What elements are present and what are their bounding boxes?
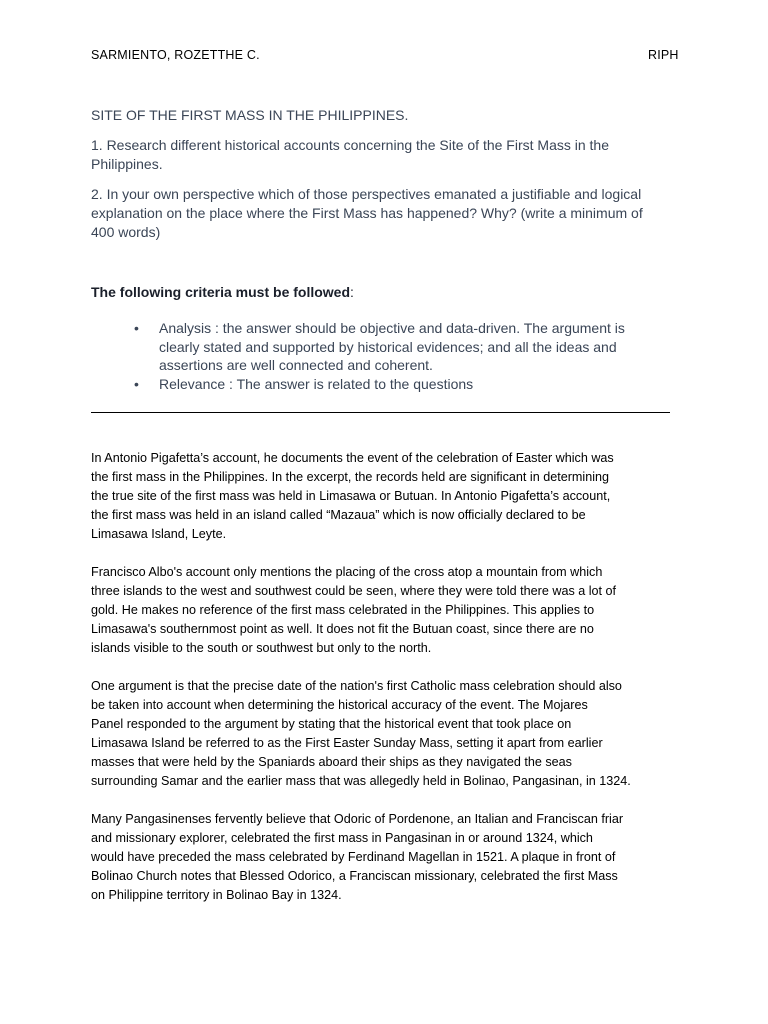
criteria-item-text: Analysis : the answer should be objective and data-driven. The argument is clearly stated and supported by historical evidences; and all the ideas and assertions are well connected and coherent. xyxy=(159,320,625,373)
essay-paragraph-date-argument xyxy=(91,677,681,791)
essay-line: Many Pangasinenses fervently believe that Odoric of Pordenone, an Italian and Franciscan friar xyxy=(91,812,624,826)
essay-line: Limasawa Island be referred to as the First Easter Sunday Mass, setting it apart from earlier xyxy=(91,736,603,750)
essay-line: Panel responded to the argument by stating that the historical event that took place on xyxy=(91,717,572,731)
subject-code: RIPH xyxy=(648,48,679,62)
essay-line: the first mass was held in an island called “Mazaua” which is now officially declared to be xyxy=(91,508,586,522)
essay-line: be taken into account when determining the historical accuracy of the event. The Mojares xyxy=(91,698,588,712)
criteria-heading-colon: : xyxy=(350,284,354,300)
essay-line: Limasawa Island, Leyte. xyxy=(91,527,227,541)
criteria-item-relevance xyxy=(91,375,661,394)
question-2: 2. In your own perspective which of those perspectives emanated a justifiable and logical explanation on the place where the First Mass has happened? Why? (write a minimum of 400 words) xyxy=(91,186,643,240)
author-name: SARMIENTO, ROZETTHE C. xyxy=(91,48,260,62)
essay-line: gold. He makes no reference of the first mass celebrated in the Philippines. This applies to xyxy=(91,603,595,617)
essay-line: Francisco Albo's account only mentions the placing of the cross atop a mountain from which xyxy=(91,565,603,579)
criteria-heading xyxy=(91,284,354,300)
essay-line: masses that were held by the Spaniards aboard their ships as they navigated the seas xyxy=(91,755,572,769)
criteria-item-analysis xyxy=(91,319,661,375)
horizontal-divider xyxy=(91,412,670,413)
bullet-icon: • xyxy=(134,375,139,392)
essay-line: the true site of the first mass was held in Limasawa or Butuan. In Antonio Pigafetta’s account, xyxy=(91,489,611,503)
essay-line: would have preceded the mass celebrated by Ferdinand Magellan in 1521. A plaque in front of xyxy=(91,850,616,864)
essay-line: on Philippine territory in Bolinao Bay in 1324. xyxy=(91,888,342,902)
essay-paragraph-pigafetta xyxy=(91,449,681,544)
essay-line: surrounding Samar and the earlier mass that was allegedly held in Bolinao, Pangasinan, in 1324. xyxy=(91,774,631,788)
criteria-list xyxy=(91,319,661,393)
criteria-heading-bold: The following criteria must be followed xyxy=(91,284,351,300)
criteria-item-text: Relevance : The answer is related to the questions xyxy=(159,375,474,392)
bullet-icon: • xyxy=(134,320,139,336)
essay-line: and missionary explorer, celebrated the first mass in Pangasinan in or around 1324, which xyxy=(91,831,593,845)
essay-line: the first mass in the Philippines. In the excerpt, the records held are significant in determining xyxy=(91,470,610,484)
essay-paragraph-albo xyxy=(91,563,681,658)
essay-line: One argument is that the precise date of the nation's first Catholic mass celebration should also xyxy=(91,679,622,693)
essay-line: three islands to the west and southwest could be seen, where they were told there was a lot of xyxy=(91,584,617,598)
essay-paragraph-bolinao xyxy=(91,810,681,905)
essay-line: In Antonio Pigafetta’s account, he documents the event of the celebration of Easter which was xyxy=(91,451,614,465)
assignment-title: SITE OF THE FIRST MASS IN THE PHILIPPINES. xyxy=(91,107,409,123)
question-1: 1. Research different historical accounts concerning the Site of the First Mass in the Philippines. xyxy=(91,137,609,172)
essay-line: Bolinao Church notes that Blessed Odorico, a Franciscan missionary, celebrated the first Mass xyxy=(91,869,618,883)
essay-line: islands visible to the south or southwest but only to the north. xyxy=(91,641,432,655)
essay-line: Limasawa's southernmost point as well. It does not fit the Butuan coast, since there are no xyxy=(91,622,594,636)
